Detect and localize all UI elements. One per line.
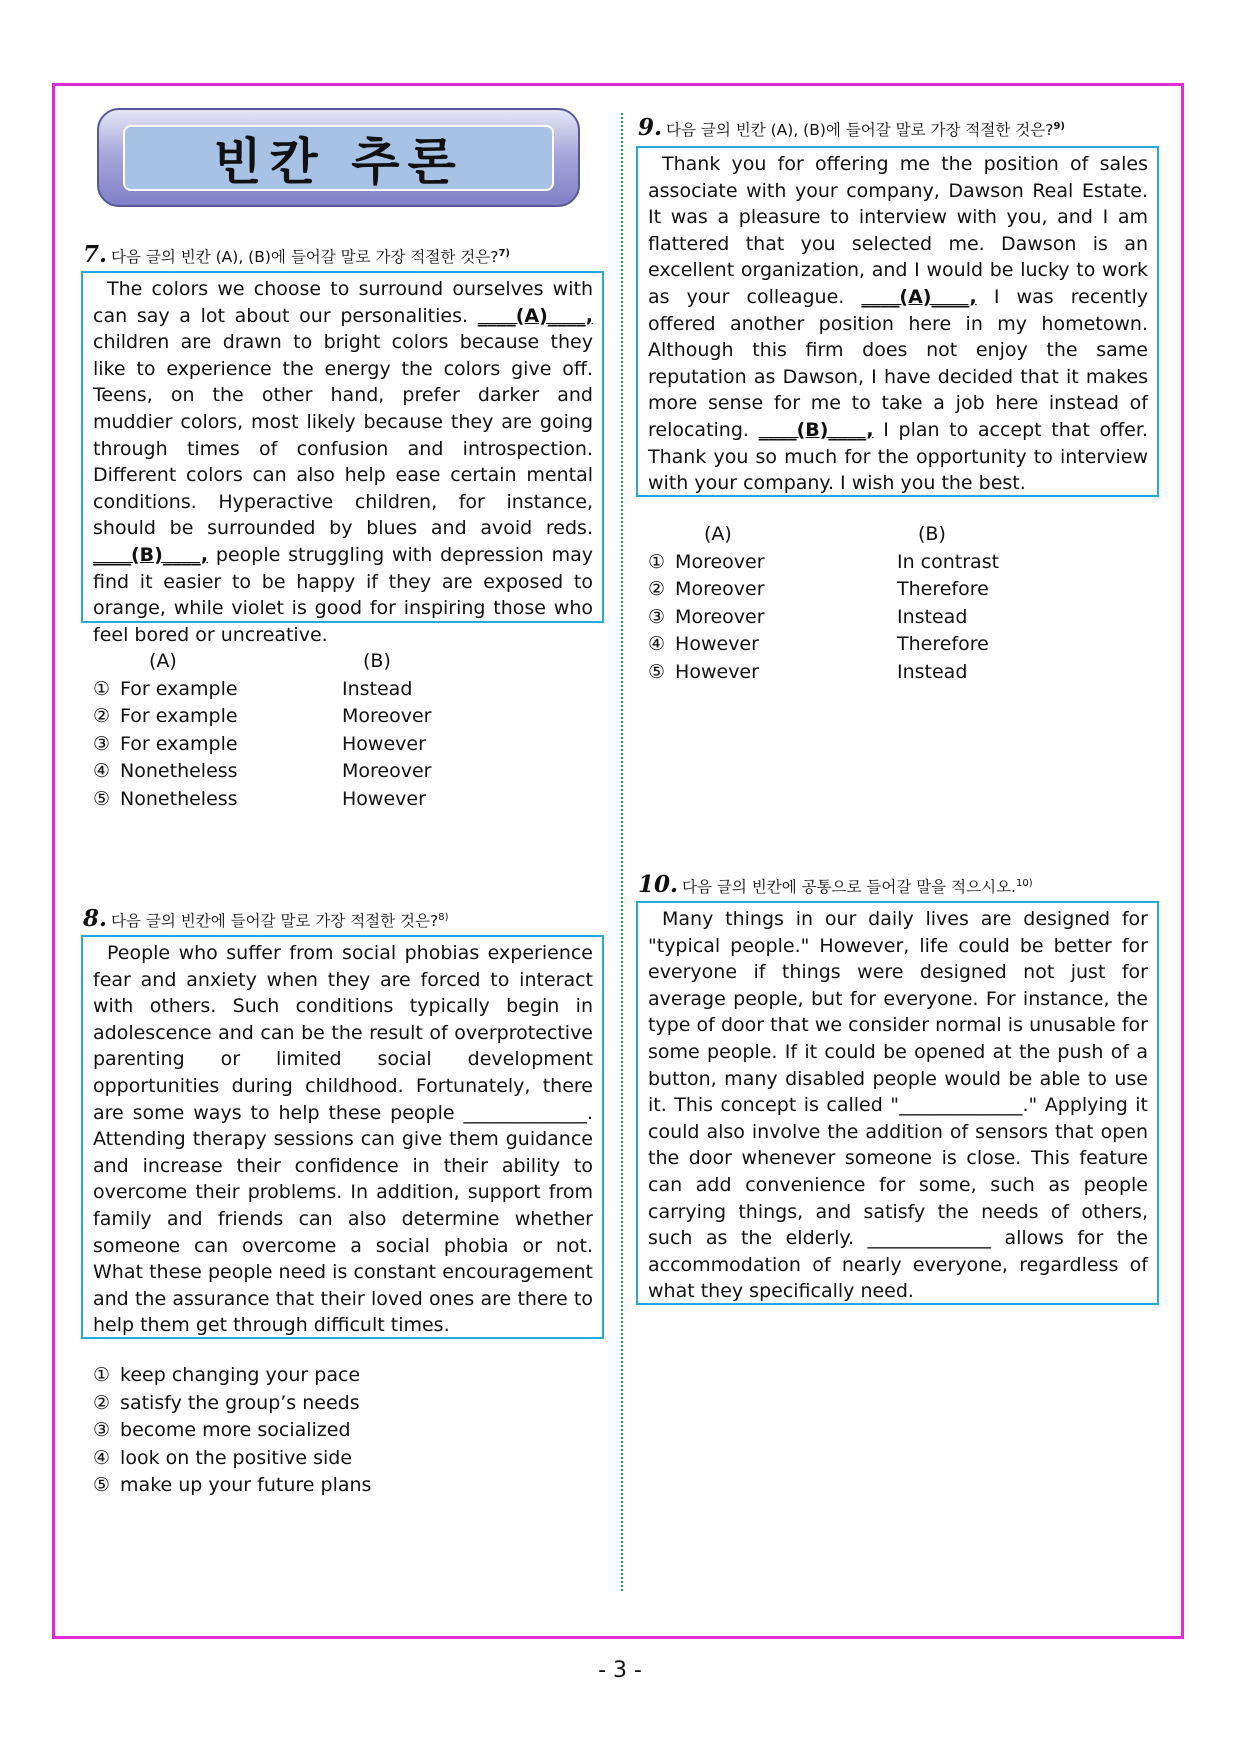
choice-mark: ④ bbox=[93, 1446, 111, 1469]
choice-4[interactable] bbox=[93, 758, 573, 786]
choice-5[interactable] bbox=[93, 1472, 573, 1500]
choice-mark: ① bbox=[93, 1364, 111, 1386]
passage-text: I was recently offered another position here in my hometown. Although this firm does not enjoy the same reputation as Dawson, I have decided that it makes more sense for me to take a job here instead of relocating. bbox=[648, 285, 1148, 441]
question-7-prompt: 다음 글의 빈칸 (A), (B)에 들어갈 말로 가장 적절한 것은? bbox=[111, 248, 499, 266]
question-7-choices bbox=[93, 648, 573, 814]
column-header-b: (B) bbox=[363, 650, 391, 672]
choice-5[interactable] bbox=[648, 659, 1128, 687]
choice-b-text: In contrast bbox=[897, 550, 1000, 573]
choice-3[interactable] bbox=[93, 731, 573, 759]
choice-text: keep changing your pace bbox=[120, 1364, 361, 1386]
question-9-heading bbox=[638, 114, 1065, 141]
question-8-passage bbox=[81, 935, 604, 1339]
choice-4[interactable] bbox=[648, 631, 1128, 659]
choice-b-text: Moreover bbox=[342, 760, 432, 783]
choice-b-text: Instead bbox=[897, 605, 968, 628]
choice-b-text: However bbox=[342, 732, 426, 755]
page-number: - 3 - bbox=[598, 1658, 642, 1683]
choice-mark: ③ bbox=[93, 1419, 111, 1442]
choice-a-text: Moreover bbox=[675, 578, 765, 601]
choice-a-text: However bbox=[675, 633, 759, 656]
choice-b-text: Therefore bbox=[897, 578, 989, 601]
question-9-footnote: 9) bbox=[1053, 120, 1065, 132]
blank-a: ____(A)____, bbox=[861, 285, 977, 308]
choice-a-text: For example bbox=[120, 732, 238, 755]
question-10-number: 10. bbox=[638, 871, 679, 898]
question-9-number: 9. bbox=[638, 114, 663, 141]
choice-mark: ① bbox=[93, 677, 111, 700]
choice-b-text: Moreover bbox=[342, 705, 432, 728]
question-8-prompt: 다음 글의 빈칸에 들어갈 말로 가장 적절한 것은? bbox=[111, 912, 439, 930]
question-9-prompt: 다음 글의 빈칸 (A), (B)에 들어갈 말로 가장 적절한 것은? bbox=[666, 121, 1054, 139]
choice-4[interactable] bbox=[93, 1445, 573, 1473]
choice-mark: ③ bbox=[93, 732, 111, 755]
choice-mark: ③ bbox=[648, 605, 666, 628]
choice-mark: ② bbox=[93, 1391, 111, 1414]
choice-mark: ④ bbox=[93, 760, 111, 783]
choice-a-text: Moreover bbox=[675, 605, 765, 628]
question-7-heading bbox=[83, 241, 510, 268]
passage-text: I plan to accept that offer. Thank you so much for the opportunity to interview with your company. I wish you the best. bbox=[648, 418, 1148, 495]
column-header-b: (B) bbox=[918, 523, 946, 545]
column-header-a: (A) bbox=[149, 650, 177, 672]
choice-2[interactable] bbox=[93, 1390, 573, 1418]
choice-3[interactable] bbox=[93, 1417, 573, 1445]
choice-mark: ② bbox=[648, 578, 666, 601]
choice-1[interactable] bbox=[648, 549, 1128, 577]
choice-text: become more socialized bbox=[120, 1419, 351, 1442]
passage-text: people struggling with depression may find it easier to be happy if they are exposed to orange, while violet is good for inspiring those who feel bored or uncreative. bbox=[93, 543, 593, 646]
passage-text: People who suffer from social phobias experience fear and anxiety when they are forced to interact with others. Such conditions typically begin in adolescence and can be the result of overprotective parenting or limited social development opportunities during childhood. Fortunately, there are some ways to help these people _____________. Attending therapy sessions can give them guidance and increase their confidence in their ability to overcome their problems. In addition, support from family and friends can also determine whether someone can overcome a social phobia or not. What these people need is constant encouragement and the assurance that their loved ones are there to help them get through difficult times. bbox=[93, 942, 593, 1337]
question-10-heading bbox=[638, 871, 1033, 898]
question-9-choices bbox=[648, 521, 1128, 687]
choice-text: make up your future plans bbox=[120, 1474, 372, 1497]
question-7-number: 7. bbox=[83, 241, 108, 268]
choice-mark: ① bbox=[648, 550, 666, 573]
question-8-heading bbox=[83, 905, 449, 932]
blank-b: ____(B)____, bbox=[758, 418, 874, 441]
choice-b-text: Therefore bbox=[897, 633, 989, 656]
question-7-passage bbox=[81, 271, 604, 646]
question-8-footnote: 8) bbox=[438, 911, 449, 923]
blank-b: ____(B)____, bbox=[93, 543, 209, 566]
choice-5[interactable] bbox=[93, 786, 573, 814]
choice-text: satisfy the group’s needs bbox=[120, 1391, 360, 1414]
choice-mark: ⑤ bbox=[648, 660, 666, 683]
choice-1[interactable] bbox=[93, 676, 573, 704]
choice-mark: ⑤ bbox=[93, 1474, 111, 1497]
choice-a-text: Nonetheless bbox=[120, 787, 238, 810]
question-10-prompt: 다음 글의 빈칸에 공통으로 들어갈 말을 적으시오. bbox=[682, 878, 1016, 896]
question-10-passage bbox=[636, 901, 1159, 1305]
title-panel bbox=[123, 125, 554, 191]
choice-mark: ④ bbox=[648, 633, 666, 656]
column-header-a: (A) bbox=[704, 523, 732, 545]
question-9-passage bbox=[636, 146, 1159, 497]
choice-b-text: Instead bbox=[897, 660, 968, 683]
choice-text: look on the positive side bbox=[120, 1446, 353, 1469]
blank-a: ____(A)____, bbox=[477, 304, 593, 327]
choice-1[interactable] bbox=[93, 1362, 573, 1390]
question-7-footnote: 7) bbox=[498, 247, 510, 259]
choice-b-text: Instead bbox=[342, 677, 413, 700]
choice-a-text: However bbox=[675, 660, 759, 683]
passage-text: Many things in our daily lives are designed for "typical people." However, life could be better for everyone if things were designed not just for average people, but for everyone. For instance, the type of door that we consider normal is unusable for some people. If it could be opened at the push of a button, many disabled people would be able to use it. This concept is called "_____________." Applying it could also involve the addition of sensors that open the door whenever someone is close. This feature can add convenience for some, such as people carrying things, and satisfy the needs of others, such as the elderly. _____________ allows for the accommodation of nearly everyone, regardless of what they specifically need. bbox=[648, 908, 1148, 1303]
page-title: 빈칸 추론 bbox=[213, 133, 464, 191]
passage-text: Thank you for offering me the position of sales associate with your company, Dawson Real Estate. It was a pleasure to interview with you, and I am flattered that you selected me. Dawson is an excellent organization, and I would be lucky to work as your colleague. bbox=[648, 153, 1148, 308]
passage-text: The colors we choose to surround ourselves with can say a lot about our personalities. bbox=[93, 278, 593, 327]
choice-mark: ⑤ bbox=[93, 787, 111, 810]
choice-mark: ② bbox=[93, 705, 111, 728]
title-banner bbox=[97, 108, 580, 207]
question-8-number: 8. bbox=[83, 905, 108, 932]
passage-text: children are drawn to bright colors because they like to experience the energy the colors give off. Teens, on the other hand, prefer darker and muddier colors, most likely because they are going through times of confusion and introspection. Different colors can also help ease certain mental conditions. Hyperactive children, for instance, should be surrounded by blues and avoid reds. bbox=[93, 331, 593, 540]
choice-a-text: Nonetheless bbox=[120, 760, 238, 783]
choice-a-text: For example bbox=[120, 705, 238, 728]
choice-2[interactable] bbox=[648, 576, 1128, 604]
question-8-choices bbox=[93, 1362, 573, 1500]
choice-2[interactable] bbox=[93, 703, 573, 731]
choice-b-text: However bbox=[342, 787, 426, 810]
choice-a-text: Moreover bbox=[675, 550, 765, 573]
choice-a-text: For example bbox=[120, 677, 238, 700]
choice-3[interactable] bbox=[648, 604, 1128, 632]
question-10-footnote: 10) bbox=[1015, 877, 1033, 889]
column-divider bbox=[621, 113, 623, 1591]
